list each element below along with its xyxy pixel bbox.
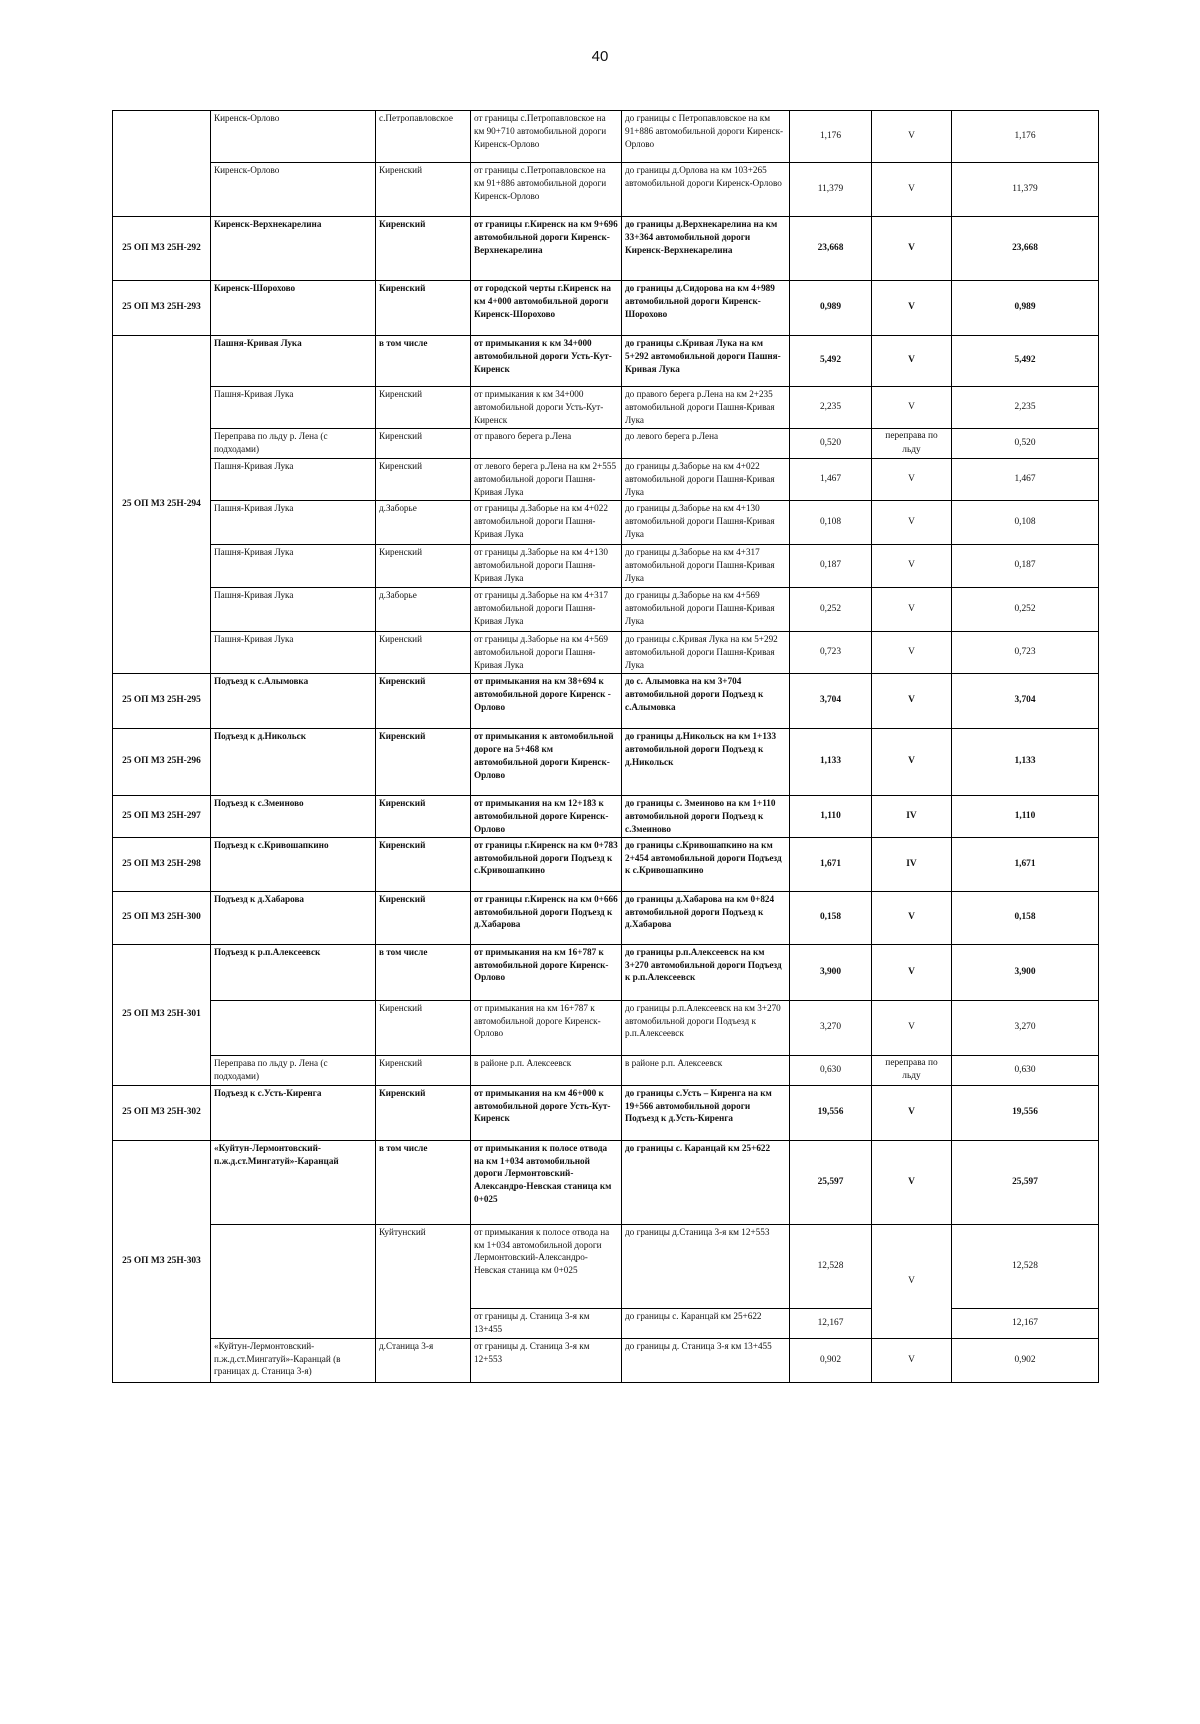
length-cell: 0,989 [790, 281, 872, 336]
region-cell: Киренский [376, 891, 471, 944]
end-point-cell: до границы с Петропавловское на км 91+886 автомобильной дороги Киренск-Орлово [622, 111, 790, 163]
road-code-cell [113, 111, 211, 217]
start-point-cell: от примыкания к полосе отвода на км 1+034 автомобильной дороги Лермонтовский-Александро-Невская станица км 0+025 [471, 1224, 622, 1308]
start-point-cell: от примыкания к автомобильной дороге на 5+468 км автомобильной дороги Киренск-Орлово [471, 729, 622, 796]
table-row [113, 429, 1099, 459]
category-cell: V [872, 281, 952, 336]
start-point-cell: от примыкания на км 38+694 к автомобильной дороге Киренск - Орлово [471, 674, 622, 729]
total-length-cell: 0,902 [952, 1338, 1099, 1382]
region-cell: в том числе [376, 1140, 471, 1224]
start-point-cell: от примыкания на км 16+787 к автомобильной дороге Киренск-Орлово [471, 944, 622, 1000]
road-name-cell: Киренск-Орлово [211, 111, 376, 163]
region-cell: Киренский [376, 632, 471, 674]
road-code-cell: 25 ОП МЗ 25Н-295 [113, 674, 211, 729]
total-length-cell: 5,492 [952, 336, 1099, 387]
road-name-cell: Пашня-Кривая Лука [211, 588, 376, 632]
length-cell: 19,556 [790, 1085, 872, 1140]
total-length-cell: 1,133 [952, 729, 1099, 796]
road-code-cell: 25 ОП МЗ 25Н-300 [113, 891, 211, 944]
road-code-cell: 25 ОП МЗ 25Н-298 [113, 837, 211, 891]
table-row [113, 891, 1099, 944]
category-cell: V [872, 588, 952, 632]
category-cell: V [872, 501, 952, 545]
region-cell: Киренский [376, 674, 471, 729]
total-length-cell: 3,900 [952, 944, 1099, 1000]
category-cell: V [872, 545, 952, 588]
start-point-cell: в районе р.п. Алексеевск [471, 1055, 622, 1085]
category-cell: V [872, 944, 952, 1000]
total-length-cell: 12,167 [952, 1308, 1099, 1338]
total-length-cell: 0,989 [952, 281, 1099, 336]
start-point-cell: от примыкания на км 46+000 к автомобильной дороге Усть-Кут-Киренск [471, 1085, 622, 1140]
start-point-cell: от границы д.Заборье на км 4+022 автомобильной дороги Пашня-Кривая Лука [471, 501, 622, 545]
table-row [113, 387, 1099, 429]
road-name-cell: Пашня-Кривая Лука [211, 336, 376, 387]
category-cell: V [872, 459, 952, 501]
length-cell: 0,252 [790, 588, 872, 632]
road-name-cell: Подъезд к с.Усть-Киренга [211, 1085, 376, 1140]
table-row [113, 281, 1099, 336]
end-point-cell: до границы д.Хабарова на км 0+824 автомобильной дороги Подъезд к д.Хабарова [622, 891, 790, 944]
region-cell: Киренский [376, 217, 471, 281]
start-point-cell: от примыкания к полосе отвода на км 1+034 автомобильной дороги Лермонтовский-Александро-Невская станица км 0+025 [471, 1140, 622, 1224]
category-cell: V [872, 729, 952, 796]
road-name-cell: Пашня-Кривая Лука [211, 545, 376, 588]
region-cell: Киренский [376, 1055, 471, 1085]
table-row [113, 545, 1099, 588]
table-row [113, 459, 1099, 501]
road-code-cell: 25 ОП МЗ 25Н-294 [113, 336, 211, 674]
end-point-cell: до границы д.Заборье на км 4+022 автомобильной дороги Пашня-Кривая Лука [622, 459, 790, 501]
start-point-cell: от границы г.Киренск на км 9+696 автомобильной дороги Киренск-Верхнекарелина [471, 217, 622, 281]
region-cell: д.Станица 3-я [376, 1338, 471, 1382]
end-point-cell: до границы д.Никольск на км 1+133 автомобильной дороги Подъезд к д.Никольск [622, 729, 790, 796]
end-point-cell: до границы с.Кривая Лука на км 5+292 автомобильной дороги Пашня-Кривая Лука [622, 632, 790, 674]
category-cell: IV [872, 796, 952, 838]
start-point-cell: от границы с.Петропавловское на км 90+710 автомобильной дороги Киренск-Орлово [471, 111, 622, 163]
category-cell: V [872, 1140, 952, 1224]
category-cell: V [872, 1224, 952, 1338]
start-point-cell: от примыкания к км 34+000 автомобильной дороги Усть-Кут-Киренск [471, 336, 622, 387]
region-cell: Киренский [376, 1000, 471, 1055]
length-cell: 11,379 [790, 163, 872, 217]
length-cell: 5,492 [790, 336, 872, 387]
road-name-cell: «Куйтун-Лермонтовский-п.ж.д.ст.Мингатуй»-Каранцай [211, 1140, 376, 1224]
road-code-cell: 25 ОП МЗ 25Н-292 [113, 217, 211, 281]
end-point-cell: до границы р.п.Алексеевск на км 3+270 автомобильной дороги Подъезд к р.п.Алексеевск [622, 944, 790, 1000]
table-row [113, 729, 1099, 796]
length-cell: 0,520 [790, 429, 872, 459]
region-cell: Киренский [376, 429, 471, 459]
length-cell: 3,704 [790, 674, 872, 729]
start-point-cell: от границы д.Заборье на км 4+130 автомобильной дороги Пашня-Кривая Лука [471, 545, 622, 588]
total-length-cell: 0,520 [952, 429, 1099, 459]
end-point-cell: до границы д.Верхнекарелина на км 33+364 автомобильной дороги Киренск-Верхнекарелина [622, 217, 790, 281]
end-point-cell: до границы д.Заборье на км 4+569 автомобильной дороги Пашня-Кривая Лука [622, 588, 790, 632]
category-cell: V [872, 387, 952, 429]
region-cell: Киренский [376, 545, 471, 588]
length-cell: 1,671 [790, 837, 872, 891]
length-cell: 1,133 [790, 729, 872, 796]
length-cell: 3,270 [790, 1000, 872, 1055]
table-row [113, 588, 1099, 632]
region-cell: д.Заборье [376, 501, 471, 545]
end-point-cell: до границы с. Каранцай км 25+622 [622, 1140, 790, 1224]
region-cell: в том числе [376, 336, 471, 387]
total-length-cell: 3,704 [952, 674, 1099, 729]
road-code-cell: 25 ОП МЗ 25Н-303 [113, 1140, 211, 1382]
table-row [113, 1085, 1099, 1140]
road-name-cell: Киренск-Верхнекарелина [211, 217, 376, 281]
start-point-cell: от границы с.Петропавловское на км 91+886 автомобильной дороги Киренск-Орлово [471, 163, 622, 217]
road-name-cell [211, 1000, 376, 1055]
total-length-cell: 12,528 [952, 1224, 1099, 1308]
road-name-cell: Подъезд к с.Алымовка [211, 674, 376, 729]
road-name-cell: Подъезд к с.Змеиново [211, 796, 376, 838]
end-point-cell: до границы р.п.Алексеевск на км 3+270 автомобильной дороги Подъезд к р.п.Алексеевск [622, 1000, 790, 1055]
end-point-cell: до границы д.Сидорова на км 4+989 автомобильной дороги Киренск-Шорохово [622, 281, 790, 336]
length-cell: 0,158 [790, 891, 872, 944]
start-point-cell: от границы д. Станица 3-я км 13+455 [471, 1308, 622, 1338]
total-length-cell: 1,110 [952, 796, 1099, 838]
table-row [113, 944, 1099, 1000]
end-point-cell: до границы с. Змеиново на км 1+110 автомобильной дороги Подъезд к с.Змеиново [622, 796, 790, 838]
region-cell: Киренский [376, 837, 471, 891]
total-length-cell: 1,671 [952, 837, 1099, 891]
category-cell: V [872, 632, 952, 674]
table-row [113, 796, 1099, 838]
start-point-cell: от примыкания на км 16+787 к автомобильной дороге Киренск-Орлово [471, 1000, 622, 1055]
total-length-cell: 3,270 [952, 1000, 1099, 1055]
road-name-cell: Пашня-Кривая Лука [211, 459, 376, 501]
table-row [113, 632, 1099, 674]
end-point-cell: до границы д. Станица 3-я км 13+455 [622, 1338, 790, 1382]
end-point-cell: до с. Алымовка на км 3+704 автомобильной дороги Подъезд к с.Алымовка [622, 674, 790, 729]
road-name-cell [211, 1224, 376, 1338]
category-cell: переправа по льду [872, 429, 952, 459]
table-row [113, 217, 1099, 281]
road-name-cell: Переправа по льду р. Лена (с подходами) [211, 1055, 376, 1085]
end-point-cell: в районе р.п. Алексеевск [622, 1055, 790, 1085]
start-point-cell: от левого берега р.Лена на км 2+555 автомобильной дороги Пашня-Кривая Лука [471, 459, 622, 501]
region-cell: Куйтунский [376, 1224, 471, 1338]
end-point-cell: до границы д.Станица 3-я км 12+553 [622, 1224, 790, 1308]
category-cell: V [872, 674, 952, 729]
road-name-cell: Подъезд к р.п.Алексеевск [211, 944, 376, 1000]
length-cell: 1,467 [790, 459, 872, 501]
length-cell: 12,528 [790, 1224, 872, 1308]
table-row [113, 111, 1099, 163]
end-point-cell: до левого берега р.Лена [622, 429, 790, 459]
end-point-cell: до границы с.Усть – Киренга на км 19+566 автомобильной дороги Подъезд к д.Усть-Киренга [622, 1085, 790, 1140]
length-cell: 25,597 [790, 1140, 872, 1224]
category-cell: V [872, 111, 952, 163]
table-row [113, 1338, 1099, 1382]
category-cell: V [872, 1000, 952, 1055]
road-name-cell: Пашня-Кривая Лука [211, 501, 376, 545]
total-length-cell: 0,187 [952, 545, 1099, 588]
start-point-cell: от городской черты г.Киренск на км 4+000 автомобильной дороги Киренск-Шорохово [471, 281, 622, 336]
region-cell: Киренский [376, 729, 471, 796]
total-length-cell: 23,668 [952, 217, 1099, 281]
total-length-cell: 0,158 [952, 891, 1099, 944]
region-cell: Киренский [376, 387, 471, 429]
road-code-cell: 25 ОП МЗ 25Н-302 [113, 1085, 211, 1140]
category-cell: V [872, 217, 952, 281]
start-point-cell: от правого берега р.Лена [471, 429, 622, 459]
start-point-cell: от примыкания на км 12+183 к автомобильной дороге Киренск-Орлово [471, 796, 622, 838]
end-point-cell: до правого берега р.Лена на км 2+235 автомобильной дороги Пашня-Кривая Лука [622, 387, 790, 429]
table-row [113, 1055, 1099, 1085]
table-row [113, 1224, 1099, 1308]
table-row [113, 1140, 1099, 1224]
region-cell: д.Заборье [376, 588, 471, 632]
total-length-cell: 1,467 [952, 459, 1099, 501]
length-cell: 0,723 [790, 632, 872, 674]
category-cell: переправа по льду [872, 1055, 952, 1085]
total-length-cell: 0,252 [952, 588, 1099, 632]
start-point-cell: от границы д. Станица 3-я км 12+553 [471, 1338, 622, 1382]
table-row [113, 674, 1099, 729]
start-point-cell: от границы д.Заборье на км 4+569 автомобильной дороги Пашня-Кривая Лука [471, 632, 622, 674]
road-name-cell: Пашня-Кривая Лука [211, 632, 376, 674]
road-name-cell: Пашня-Кривая Лука [211, 387, 376, 429]
total-length-cell: 0,108 [952, 501, 1099, 545]
total-length-cell: 0,723 [952, 632, 1099, 674]
road-code-cell: 25 ОП МЗ 25Н-301 [113, 944, 211, 1085]
region-cell: в том числе [376, 944, 471, 1000]
end-point-cell: до границы с.Кривая Лука на км 5+292 автомобильной дороги Пашня-Кривая Лука [622, 336, 790, 387]
length-cell: 0,187 [790, 545, 872, 588]
region-cell: Киренский [376, 281, 471, 336]
table-row [113, 837, 1099, 891]
table-row [113, 1000, 1099, 1055]
length-cell: 1,110 [790, 796, 872, 838]
total-length-cell: 11,379 [952, 163, 1099, 217]
start-point-cell: от границы г.Киренск на км 0+783 автомобильной дороги Подъезд к с.Кривошапкино [471, 837, 622, 891]
road-name-cell: Подъезд к д.Хабарова [211, 891, 376, 944]
region-cell: Киренский [376, 459, 471, 501]
total-length-cell: 25,597 [952, 1140, 1099, 1224]
road-name-cell: Киренск-Орлово [211, 163, 376, 217]
region-cell: Киренский [376, 1085, 471, 1140]
end-point-cell: до границы д.Заборье на км 4+317 автомобильной дороги Пашня-Кривая Лука [622, 545, 790, 588]
roads-table [112, 110, 1099, 1383]
region-cell: с.Петропавловское [376, 111, 471, 163]
length-cell: 0,902 [790, 1338, 872, 1382]
road-name-cell: «Куйтун-Лермонтовский-п.ж.д.ст.Мингатуй»-Каранцай (в границах д. Станица 3-я) [211, 1338, 376, 1382]
category-cell: V [872, 891, 952, 944]
total-length-cell: 0,630 [952, 1055, 1099, 1085]
category-cell: V [872, 336, 952, 387]
road-name-cell: Подъезд к с.Кривошапкино [211, 837, 376, 891]
length-cell: 1,176 [790, 111, 872, 163]
end-point-cell: до границы д.Орлова на км 103+265 автомобильной дороги Киренск-Орлово [622, 163, 790, 217]
category-cell: V [872, 1085, 952, 1140]
total-length-cell: 19,556 [952, 1085, 1099, 1140]
category-cell: V [872, 1338, 952, 1382]
end-point-cell: до границы с.Кривошапкино на км 2+454 автомобильной дороги Подъезд к с.Кривошапкино [622, 837, 790, 891]
road-name-cell: Подъезд к д.Никольск [211, 729, 376, 796]
total-length-cell: 1,176 [952, 111, 1099, 163]
region-cell: Киренский [376, 163, 471, 217]
length-cell: 0,630 [790, 1055, 872, 1085]
start-point-cell: от границы д.Заборье на км 4+317 автомобильной дороги Пашня-Кривая Лука [471, 588, 622, 632]
length-cell: 0,108 [790, 501, 872, 545]
length-cell: 3,900 [790, 944, 872, 1000]
end-point-cell: до границы с. Каранцай км 25+622 [622, 1308, 790, 1338]
table-row [113, 501, 1099, 545]
table-row [113, 163, 1099, 217]
length-cell: 23,668 [790, 217, 872, 281]
road-name-cell: Киренск-Шорохово [211, 281, 376, 336]
category-cell: IV [872, 837, 952, 891]
category-cell: V [872, 163, 952, 217]
start-point-cell: от границы г.Киренск на км 0+666 автомобильной дороги Подъезд к д.Хабарова [471, 891, 622, 944]
road-code-cell: 25 ОП МЗ 25Н-293 [113, 281, 211, 336]
road-code-cell: 25 ОП МЗ 25Н-297 [113, 796, 211, 838]
table-row [113, 336, 1099, 387]
road-name-cell: Переправа по льду р. Лена (с подходами) [211, 429, 376, 459]
length-cell: 2,235 [790, 387, 872, 429]
end-point-cell: до границы д.Заборье на км 4+130 автомобильной дороги Пашня-Кривая Лука [622, 501, 790, 545]
region-cell: Киренский [376, 796, 471, 838]
page-number: 40 [591, 48, 609, 65]
length-cell: 12,167 [790, 1308, 872, 1338]
road-code-cell: 25 ОП МЗ 25Н-296 [113, 729, 211, 796]
start-point-cell: от примыкания к км 34+000 автомобильной дороги Усть-Кут-Киренск [471, 387, 622, 429]
total-length-cell: 2,235 [952, 387, 1099, 429]
